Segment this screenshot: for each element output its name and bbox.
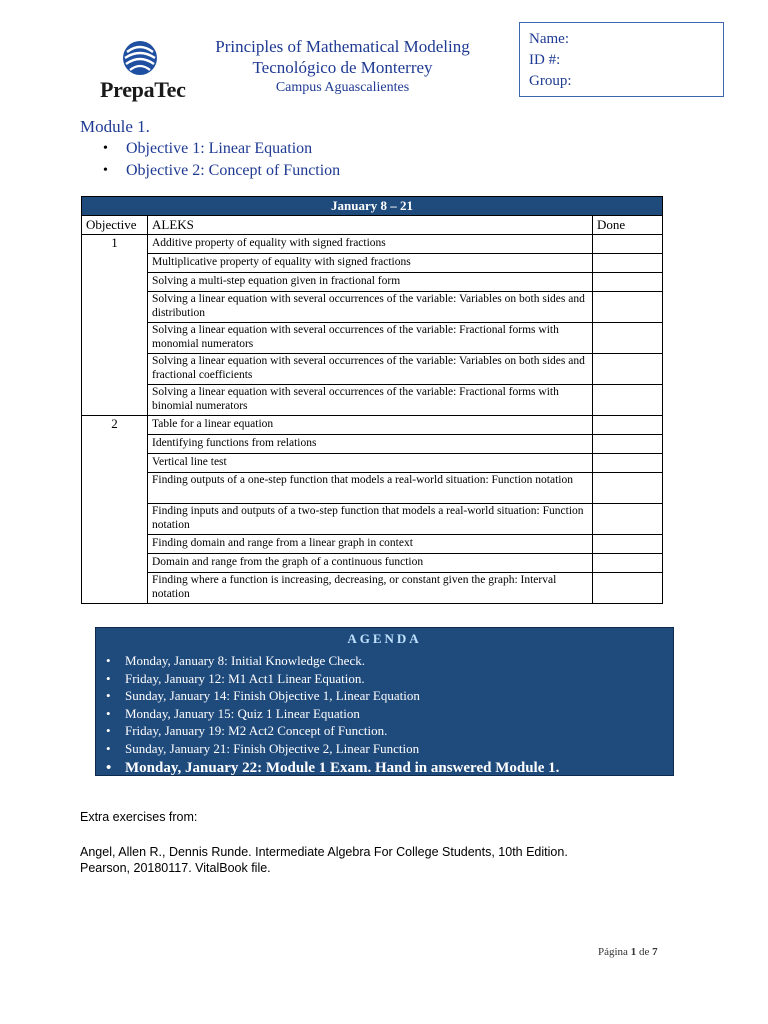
done-cell[interactable] [593,292,663,323]
table-row: Finding inputs and outputs of a two-step function that models a real-world situation: Function notation [148,504,593,535]
table-row: Vertical line test [148,454,593,473]
table-row: Finding where a function is increasing, decreasing, or constant given the graph: Interval notation [148,573,593,604]
done-cell[interactable] [593,435,663,454]
done-cell[interactable] [593,454,663,473]
page-number [598,946,658,958]
objective-number: 1 [82,235,148,416]
done-cell[interactable] [593,273,663,292]
column-header-done: Done [593,216,663,235]
table-row: Domain and range from the graph of a continuous function [148,554,593,573]
reference-citation [80,844,680,876]
table-period-header: January 8 – 21 [82,197,663,216]
id-field-label: ID #: [529,52,561,68]
objectives-list [100,138,340,182]
objective-item: • Objective 2: Concept of Function [100,160,340,182]
agenda-exam-item: • Monday, January 22: Module 1 Exam. Hand in answered Module 1. [106,757,559,779]
done-cell[interactable] [593,573,663,604]
of-word: de [638,946,650,958]
current-page: 1 [630,946,637,958]
done-cell[interactable] [593,254,663,273]
done-cell[interactable] [593,235,663,254]
column-header-aleks: ALEKS [148,216,593,235]
table-row: Finding outputs of a one-step function that models a real-world situation: Function notation [148,473,593,504]
table-row: Multiplicative property of equality with signed fractions [148,254,593,273]
table-row: Identifying functions from relations [148,435,593,454]
agenda-item: • Monday, January 8: Initial Knowledge Check. [106,652,559,670]
table-row: Table for a linear equation [148,416,593,435]
page-word: Página [598,946,628,958]
module-title: Module 1. [80,117,150,136]
done-cell[interactable] [593,504,663,535]
name-field-label: Name: [529,31,569,47]
course-title: Principles of Mathematical Modeling [215,37,470,56]
reference-line: Angel, Allen R., Dennis Runde. Intermediate Algebra For College Students, 10th Edition. [80,845,568,859]
campus-name: Campus Aguascalientes [275,80,410,95]
agenda-item: • Sunday, January 14: Finish Objective 1, Linear Equation [106,687,559,705]
table-row: Finding domain and range from a linear graph in context [148,535,593,554]
group-field-label: Group: [529,73,572,89]
agenda-item: • Sunday, January 21: Finish Objective 2, Linear Function [106,740,559,758]
objective-number: 2 [82,416,148,604]
objective-item: • Objective 1: Linear Equation [100,138,340,160]
extra-exercises-intro: Extra exercises from: [80,810,198,824]
agenda-item: • Friday, January 12: M1 Act1 Linear Equation. [106,670,559,688]
done-cell[interactable] [593,473,663,504]
agenda-item: • Friday, January 19: M2 Act2 Concept of Function. [106,722,559,740]
total-pages: 7 [652,946,658,958]
done-cell[interactable] [593,416,663,435]
done-cell[interactable] [593,554,663,573]
table-row: Solving a multi-step equation given in fractional form [148,273,593,292]
done-cell[interactable] [593,385,663,416]
table-row: Solving a linear equation with several occurrences of the variable: Fractional forms with monomial numerators [148,323,593,354]
column-header-objective: Objective [82,216,148,235]
done-cell[interactable] [593,354,663,385]
done-cell[interactable] [593,535,663,554]
done-cell[interactable] [593,323,663,354]
reference-line: Pearson, 20180117. VitalBook file. [80,861,271,875]
table-row: Solving a linear equation with several occurrences of the variable: Variables on both sides and fractional coefficients [148,354,593,385]
agenda-item: • Monday, January 15: Quiz 1 Linear Equation [106,705,559,723]
table-row: Solving a linear equation with several occurrences of the variable: Variables on both sides and distribution [148,292,593,323]
agenda-list [106,652,559,779]
table-row: Solving a linear equation with several occurrences of the variable: Fractional forms with binomial numerators [148,385,593,416]
aleks-table [81,196,663,604]
institution-name: Tecnológico de Monterrey [252,58,433,77]
agenda-title: AGENDA [347,631,422,646]
student-info-box [519,22,724,97]
logo-text: PrepaTec [100,77,186,102]
agenda-box [95,627,674,776]
table-row: Additive property of equality with signed fractions [148,235,593,254]
